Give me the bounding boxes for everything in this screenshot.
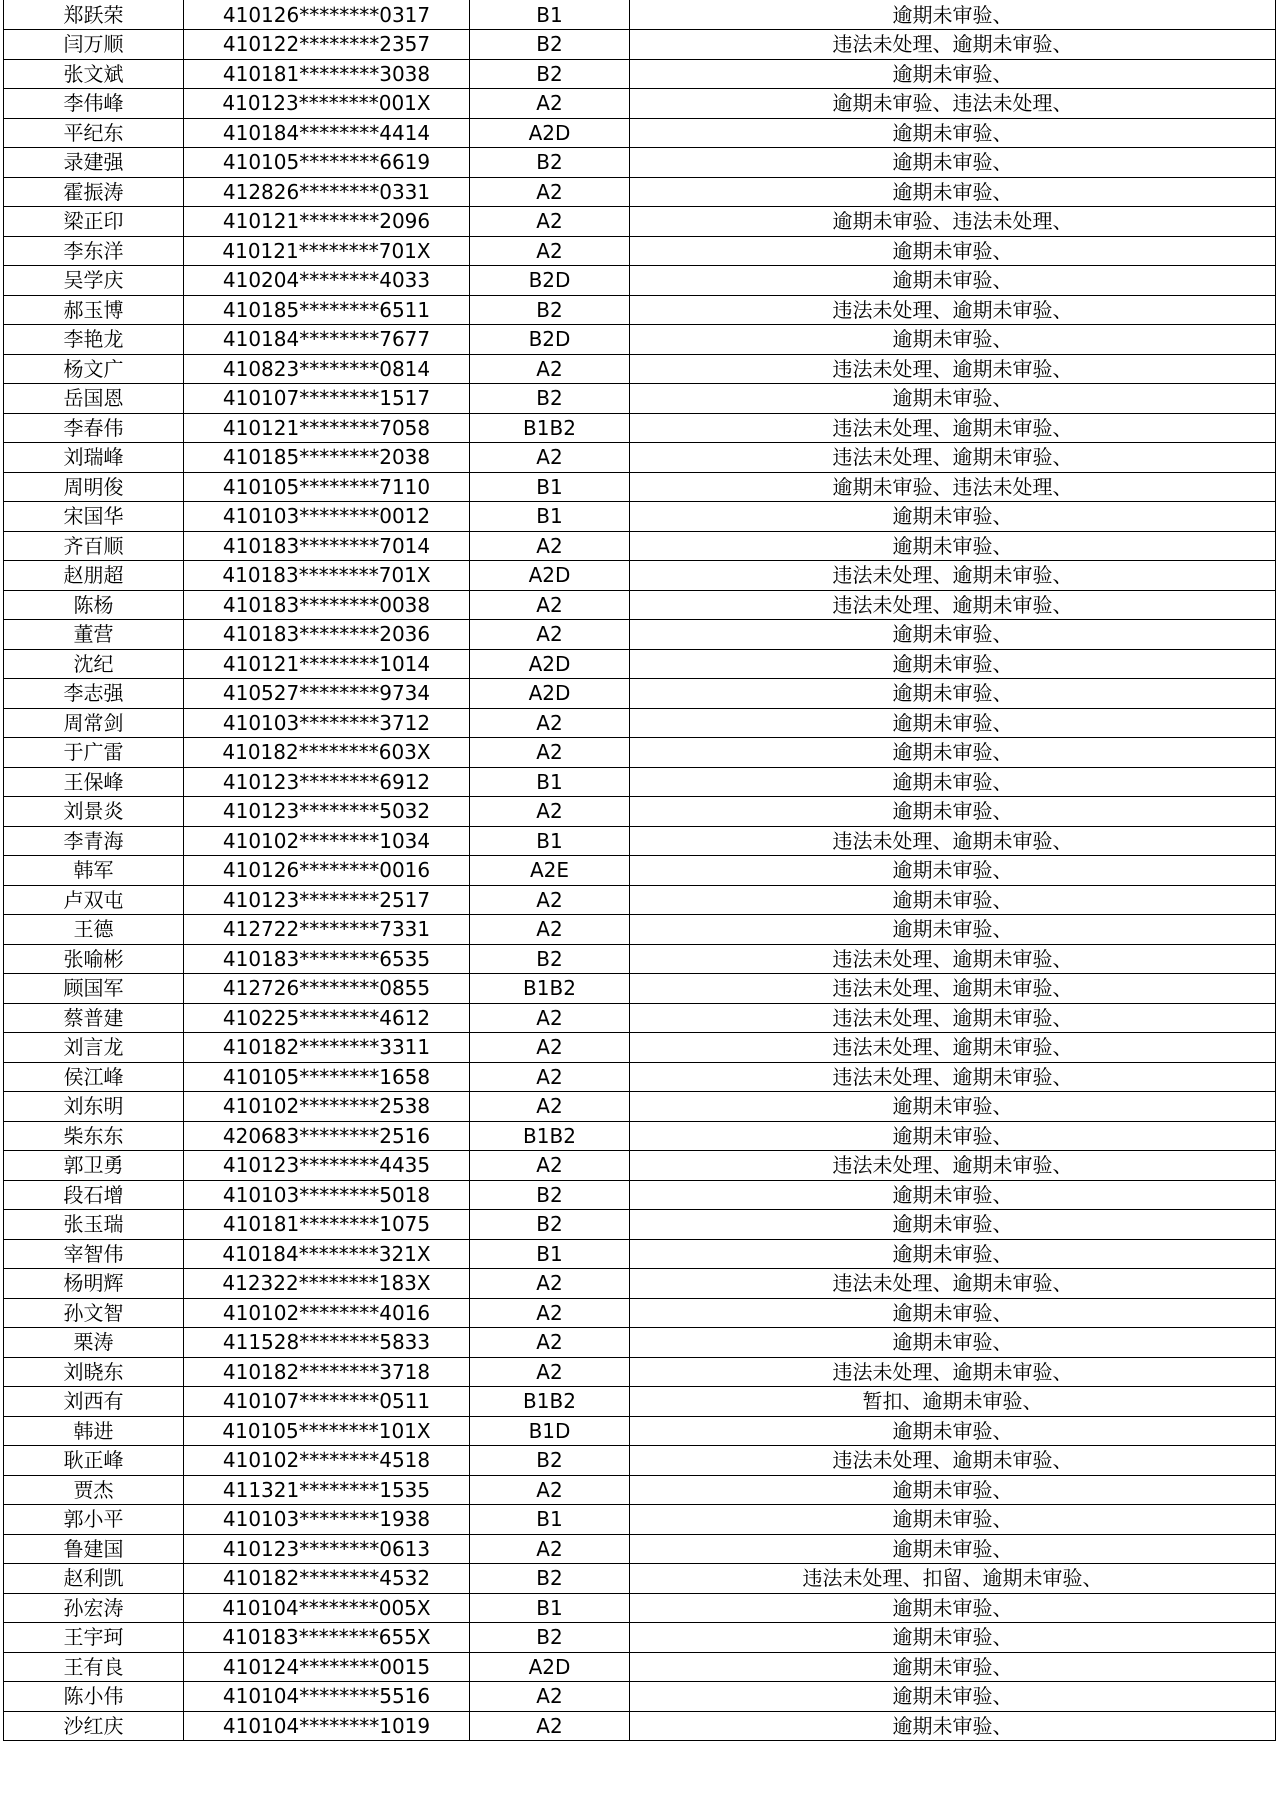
driver-name-cell: 鲁建国 bbox=[4, 1534, 184, 1564]
driver-name-cell: 闫万顺 bbox=[4, 30, 184, 60]
table-row bbox=[4, 944, 1276, 974]
id-number-cell: 410105********101X bbox=[184, 1416, 470, 1446]
id-number-cell: 410123********6912 bbox=[184, 767, 470, 797]
id-number-cell: 410121********1014 bbox=[184, 649, 470, 679]
id-number-cell: 410121********701X bbox=[184, 236, 470, 266]
status-cell: 逾期未审验、 bbox=[630, 1298, 1276, 1328]
table-row bbox=[4, 354, 1276, 384]
license-class-cell: B2 bbox=[470, 1446, 630, 1476]
id-number-cell: 410102********4518 bbox=[184, 1446, 470, 1476]
id-number-cell: 410103********1938 bbox=[184, 1505, 470, 1535]
id-number-cell: 410182********4532 bbox=[184, 1564, 470, 1594]
driver-name-cell: 张玉瑞 bbox=[4, 1210, 184, 1240]
id-number-cell: 410126********0016 bbox=[184, 856, 470, 886]
table-row bbox=[4, 325, 1276, 355]
table-row bbox=[4, 531, 1276, 561]
table-row bbox=[4, 767, 1276, 797]
id-number-cell: 412722********7331 bbox=[184, 915, 470, 945]
license-class-cell: B2 bbox=[470, 1623, 630, 1653]
table-row bbox=[4, 207, 1276, 237]
status-cell: 逾期未审验、 bbox=[630, 885, 1276, 915]
license-class-cell: B1 bbox=[470, 826, 630, 856]
id-number-cell: 410123********5032 bbox=[184, 797, 470, 827]
driver-name-cell: 岳国恩 bbox=[4, 384, 184, 414]
id-number-cell: 410105********1658 bbox=[184, 1062, 470, 1092]
status-cell: 违法未处理、逾期未审验、 bbox=[630, 1357, 1276, 1387]
status-cell: 违法未处理、逾期未审验、 bbox=[630, 561, 1276, 591]
license-class-cell: A2 bbox=[470, 1269, 630, 1299]
license-class-cell: A2 bbox=[470, 708, 630, 738]
table-row bbox=[4, 826, 1276, 856]
table-row bbox=[4, 1180, 1276, 1210]
status-cell: 逾期未审验、 bbox=[630, 236, 1276, 266]
driver-name-cell: 李伟峰 bbox=[4, 89, 184, 119]
driver-name-cell: 孙文智 bbox=[4, 1298, 184, 1328]
table-row bbox=[4, 1357, 1276, 1387]
license-class-cell: B2 bbox=[470, 1564, 630, 1594]
id-number-cell: 410122********2357 bbox=[184, 30, 470, 60]
license-class-cell: B2 bbox=[470, 1210, 630, 1240]
license-class-cell: A2 bbox=[470, 797, 630, 827]
driver-name-cell: 耿正峰 bbox=[4, 1446, 184, 1476]
table-row bbox=[4, 856, 1276, 886]
table-row bbox=[4, 885, 1276, 915]
id-number-cell: 410102********1034 bbox=[184, 826, 470, 856]
table-row bbox=[4, 1652, 1276, 1682]
driver-name-cell: 赵利凯 bbox=[4, 1564, 184, 1594]
driver-name-cell: 陈杨 bbox=[4, 590, 184, 620]
id-number-cell: 420683********2516 bbox=[184, 1121, 470, 1151]
id-number-cell: 410121********7058 bbox=[184, 413, 470, 443]
table-row bbox=[4, 561, 1276, 591]
license-class-cell: A2D bbox=[470, 649, 630, 679]
driver-name-cell: 宰智伟 bbox=[4, 1239, 184, 1269]
driver-name-cell: 周常剑 bbox=[4, 708, 184, 738]
id-number-cell: 410123********001X bbox=[184, 89, 470, 119]
status-cell: 逾期未审验、 bbox=[630, 1092, 1276, 1122]
id-number-cell: 410185********6511 bbox=[184, 295, 470, 325]
driver-name-cell: 贾杰 bbox=[4, 1475, 184, 1505]
status-cell: 逾期未审验、 bbox=[630, 679, 1276, 709]
status-cell: 逾期未审验、违法未处理、 bbox=[630, 89, 1276, 119]
status-cell: 违法未处理、逾期未审验、 bbox=[630, 1003, 1276, 1033]
status-cell: 逾期未审验、 bbox=[630, 266, 1276, 296]
id-number-cell: 410104********1019 bbox=[184, 1711, 470, 1741]
id-number-cell: 410181********1075 bbox=[184, 1210, 470, 1240]
id-number-cell: 410182********3718 bbox=[184, 1357, 470, 1387]
table-row bbox=[4, 797, 1276, 827]
driver-name-cell: 刘言龙 bbox=[4, 1033, 184, 1063]
driver-name-cell: 李志强 bbox=[4, 679, 184, 709]
driver-name-cell: 梁正印 bbox=[4, 207, 184, 237]
license-class-cell: A2 bbox=[470, 620, 630, 650]
table-row bbox=[4, 1151, 1276, 1181]
driver-name-cell: 董营 bbox=[4, 620, 184, 650]
driver-name-cell: 韩进 bbox=[4, 1416, 184, 1446]
table-row bbox=[4, 1564, 1276, 1594]
license-class-cell: B1 bbox=[470, 0, 630, 30]
id-number-cell: 412826********0331 bbox=[184, 177, 470, 207]
table-row bbox=[4, 1446, 1276, 1476]
driver-name-cell: 韩军 bbox=[4, 856, 184, 886]
license-class-cell: A2 bbox=[470, 590, 630, 620]
license-class-cell: B2 bbox=[470, 295, 630, 325]
table-row bbox=[4, 30, 1276, 60]
status-cell: 逾期未审验、 bbox=[630, 531, 1276, 561]
license-class-cell: B2D bbox=[470, 325, 630, 355]
status-cell: 违法未处理、逾期未审验、 bbox=[630, 443, 1276, 473]
driver-name-cell: 平纪东 bbox=[4, 118, 184, 148]
driver-name-cell: 卢双屯 bbox=[4, 885, 184, 915]
id-number-cell: 410103********5018 bbox=[184, 1180, 470, 1210]
id-number-cell: 412726********0855 bbox=[184, 974, 470, 1004]
id-number-cell: 410123********4435 bbox=[184, 1151, 470, 1181]
id-number-cell: 410102********2538 bbox=[184, 1092, 470, 1122]
license-class-cell: A2 bbox=[470, 738, 630, 768]
table-row bbox=[4, 1298, 1276, 1328]
license-class-cell: A2 bbox=[470, 1092, 630, 1122]
table-row bbox=[4, 1416, 1276, 1446]
license-class-cell: B2 bbox=[470, 1180, 630, 1210]
license-class-cell: A2 bbox=[470, 915, 630, 945]
status-cell: 逾期未审验、 bbox=[630, 738, 1276, 768]
driver-name-cell: 王有良 bbox=[4, 1652, 184, 1682]
driver-name-cell: 王宇珂 bbox=[4, 1623, 184, 1653]
status-cell: 逾期未审验、 bbox=[630, 1623, 1276, 1653]
id-number-cell: 410823********0814 bbox=[184, 354, 470, 384]
table-row bbox=[4, 649, 1276, 679]
table-row bbox=[4, 974, 1276, 1004]
status-cell: 逾期未审验、 bbox=[630, 59, 1276, 89]
license-class-cell: A2 bbox=[470, 885, 630, 915]
table-row bbox=[4, 738, 1276, 768]
status-cell: 逾期未审验、 bbox=[630, 1682, 1276, 1712]
driver-name-cell: 李艳龙 bbox=[4, 325, 184, 355]
driver-name-cell: 沈纪 bbox=[4, 649, 184, 679]
status-cell: 违法未处理、逾期未审验、 bbox=[630, 354, 1276, 384]
table-row bbox=[4, 1328, 1276, 1358]
status-cell: 逾期未审验、 bbox=[630, 1328, 1276, 1358]
table-row bbox=[4, 1387, 1276, 1417]
license-class-cell: A2 bbox=[470, 1151, 630, 1181]
driver-name-cell: 沙红庆 bbox=[4, 1711, 184, 1741]
driver-name-cell: 李东洋 bbox=[4, 236, 184, 266]
id-number-cell: 410183********701X bbox=[184, 561, 470, 591]
driver-name-cell: 顾国军 bbox=[4, 974, 184, 1004]
license-class-cell: A2 bbox=[470, 207, 630, 237]
license-class-cell: A2D bbox=[470, 561, 630, 591]
driver-name-cell: 郑跃荣 bbox=[4, 0, 184, 30]
status-cell: 逾期未审验、 bbox=[630, 1210, 1276, 1240]
table-row bbox=[4, 236, 1276, 266]
status-cell: 违法未处理、逾期未审验、 bbox=[630, 974, 1276, 1004]
table-row bbox=[4, 1033, 1276, 1063]
status-cell: 违法未处理、扣留、逾期未审验、 bbox=[630, 1564, 1276, 1594]
id-number-cell: 410121********2096 bbox=[184, 207, 470, 237]
driver-name-cell: 郝玉博 bbox=[4, 295, 184, 325]
status-cell: 违法未处理、逾期未审验、 bbox=[630, 1269, 1276, 1299]
id-number-cell: 410204********4033 bbox=[184, 266, 470, 296]
status-cell: 逾期未审验、 bbox=[630, 767, 1276, 797]
status-cell: 暂扣、逾期未审验、 bbox=[630, 1387, 1276, 1417]
table-row bbox=[4, 59, 1276, 89]
driver-name-cell: 张喻彬 bbox=[4, 944, 184, 974]
driver-name-cell: 蔡普建 bbox=[4, 1003, 184, 1033]
status-cell: 逾期未审验、 bbox=[630, 1652, 1276, 1682]
status-cell: 逾期未审验、 bbox=[630, 620, 1276, 650]
table-row bbox=[4, 590, 1276, 620]
status-cell: 逾期未审验、 bbox=[630, 1121, 1276, 1151]
license-class-cell: B1B2 bbox=[470, 413, 630, 443]
driver-name-cell: 王保峰 bbox=[4, 767, 184, 797]
table-row bbox=[4, 118, 1276, 148]
license-class-cell: A2 bbox=[470, 1328, 630, 1358]
table-row bbox=[4, 177, 1276, 207]
status-cell: 逾期未审验、 bbox=[630, 1239, 1276, 1269]
table-row bbox=[4, 1623, 1276, 1653]
driver-name-cell: 录建强 bbox=[4, 148, 184, 178]
license-class-cell: A2 bbox=[470, 1003, 630, 1033]
driver-name-cell: 刘东明 bbox=[4, 1092, 184, 1122]
license-class-cell: B1 bbox=[470, 1505, 630, 1535]
table-row bbox=[4, 679, 1276, 709]
license-class-cell: A2D bbox=[470, 1652, 630, 1682]
driver-name-cell: 孙宏涛 bbox=[4, 1593, 184, 1623]
status-cell: 逾期未审验、 bbox=[630, 502, 1276, 532]
status-cell: 违法未处理、逾期未审验、 bbox=[630, 30, 1276, 60]
table-row bbox=[4, 1269, 1276, 1299]
table-row bbox=[4, 148, 1276, 178]
id-number-cell: 410124********0015 bbox=[184, 1652, 470, 1682]
status-cell: 逾期未审验、 bbox=[630, 708, 1276, 738]
driver-name-cell: 张文斌 bbox=[4, 59, 184, 89]
table-row bbox=[4, 443, 1276, 473]
id-number-cell: 410104********005X bbox=[184, 1593, 470, 1623]
status-cell: 逾期未审验、 bbox=[630, 649, 1276, 679]
driver-name-cell: 杨文广 bbox=[4, 354, 184, 384]
table-row bbox=[4, 1092, 1276, 1122]
id-number-cell: 410126********0317 bbox=[184, 0, 470, 30]
license-class-cell: B1 bbox=[470, 502, 630, 532]
license-class-cell: A2 bbox=[470, 177, 630, 207]
table-row bbox=[4, 1505, 1276, 1535]
id-number-cell: 410107********0511 bbox=[184, 1387, 470, 1417]
status-cell: 逾期未审验、违法未处理、 bbox=[630, 472, 1276, 502]
license-class-cell: A2 bbox=[470, 1475, 630, 1505]
status-cell: 违法未处理、逾期未审验、 bbox=[630, 413, 1276, 443]
driver-name-cell: 霍振涛 bbox=[4, 177, 184, 207]
table-row bbox=[4, 1534, 1276, 1564]
status-cell: 违法未处理、逾期未审验、 bbox=[630, 826, 1276, 856]
table-row bbox=[4, 502, 1276, 532]
status-cell: 逾期未审验、 bbox=[630, 1711, 1276, 1741]
license-class-cell: A2 bbox=[470, 1357, 630, 1387]
table-row bbox=[4, 620, 1276, 650]
license-class-cell: B1 bbox=[470, 472, 630, 502]
driver-name-cell: 李青海 bbox=[4, 826, 184, 856]
driver-name-cell: 刘晓东 bbox=[4, 1357, 184, 1387]
table-body bbox=[4, 0, 1276, 1741]
license-class-cell: B2 bbox=[470, 944, 630, 974]
driver-name-cell: 齐百顺 bbox=[4, 531, 184, 561]
driver-name-cell: 侯江峰 bbox=[4, 1062, 184, 1092]
status-cell: 违法未处理、逾期未审验、 bbox=[630, 1033, 1276, 1063]
driver-name-cell: 宋国华 bbox=[4, 502, 184, 532]
license-class-cell: B2 bbox=[470, 148, 630, 178]
table-row bbox=[4, 915, 1276, 945]
status-cell: 逾期未审验、 bbox=[630, 1416, 1276, 1446]
driver-name-cell: 李春伟 bbox=[4, 413, 184, 443]
table-row bbox=[4, 1121, 1276, 1151]
id-number-cell: 410184********4414 bbox=[184, 118, 470, 148]
id-number-cell: 412322********183X bbox=[184, 1269, 470, 1299]
table-row bbox=[4, 1475, 1276, 1505]
id-number-cell: 410107********1517 bbox=[184, 384, 470, 414]
driver-name-cell: 杨明辉 bbox=[4, 1269, 184, 1299]
table-row bbox=[4, 1210, 1276, 1240]
table-row bbox=[4, 1593, 1276, 1623]
id-number-cell: 410184********7677 bbox=[184, 325, 470, 355]
id-number-cell: 410183********655X bbox=[184, 1623, 470, 1653]
id-number-cell: 410182********3311 bbox=[184, 1033, 470, 1063]
id-number-cell: 410105********6619 bbox=[184, 148, 470, 178]
table-row bbox=[4, 1239, 1276, 1269]
status-cell: 逾期未审验、 bbox=[630, 0, 1276, 30]
driver-name-cell: 赵朋超 bbox=[4, 561, 184, 591]
license-class-cell: B1B2 bbox=[470, 1387, 630, 1417]
id-number-cell: 411321********1535 bbox=[184, 1475, 470, 1505]
status-cell: 逾期未审验、 bbox=[630, 1505, 1276, 1535]
license-class-cell: B1 bbox=[470, 1593, 630, 1623]
license-class-cell: A2 bbox=[470, 89, 630, 119]
license-class-cell: A2 bbox=[470, 1711, 630, 1741]
driver-name-cell: 吴学庆 bbox=[4, 266, 184, 296]
driver-name-cell: 郭小平 bbox=[4, 1505, 184, 1535]
table-row bbox=[4, 1062, 1276, 1092]
license-class-cell: A2 bbox=[470, 354, 630, 384]
id-number-cell: 410123********2517 bbox=[184, 885, 470, 915]
status-cell: 逾期未审验、 bbox=[630, 177, 1276, 207]
status-cell: 逾期未审验、 bbox=[630, 1534, 1276, 1564]
table-row bbox=[4, 1682, 1276, 1712]
license-class-cell: A2E bbox=[470, 856, 630, 886]
license-class-cell: B2D bbox=[470, 266, 630, 296]
status-cell: 逾期未审验、 bbox=[630, 148, 1276, 178]
license-class-cell: A2 bbox=[470, 531, 630, 561]
table-row bbox=[4, 89, 1276, 119]
driver-name-cell: 栗涛 bbox=[4, 1328, 184, 1358]
driver-name-cell: 刘西有 bbox=[4, 1387, 184, 1417]
table-row bbox=[4, 266, 1276, 296]
driver-name-cell: 刘瑞峰 bbox=[4, 443, 184, 473]
id-number-cell: 410182********603X bbox=[184, 738, 470, 768]
id-number-cell: 410225********4612 bbox=[184, 1003, 470, 1033]
table-row bbox=[4, 1711, 1276, 1741]
id-number-cell: 410183********0038 bbox=[184, 590, 470, 620]
status-cell: 违法未处理、逾期未审验、 bbox=[630, 1151, 1276, 1181]
driver-record-table bbox=[3, 0, 1276, 1741]
status-cell: 违法未处理、逾期未审验、 bbox=[630, 1446, 1276, 1476]
license-class-cell: A2 bbox=[470, 1033, 630, 1063]
status-cell: 逾期未审验、 bbox=[630, 856, 1276, 886]
table-row bbox=[4, 295, 1276, 325]
driver-name-cell: 陈小伟 bbox=[4, 1682, 184, 1712]
id-number-cell: 410183********6535 bbox=[184, 944, 470, 974]
id-number-cell: 410185********2038 bbox=[184, 443, 470, 473]
driver-name-cell: 于广雷 bbox=[4, 738, 184, 768]
license-class-cell: A2 bbox=[470, 1298, 630, 1328]
driver-name-cell: 郭卫勇 bbox=[4, 1151, 184, 1181]
id-number-cell: 410123********0613 bbox=[184, 1534, 470, 1564]
id-number-cell: 410181********3038 bbox=[184, 59, 470, 89]
id-number-cell: 410103********3712 bbox=[184, 708, 470, 738]
license-class-cell: A2 bbox=[470, 1534, 630, 1564]
table-row bbox=[4, 472, 1276, 502]
table-row bbox=[4, 708, 1276, 738]
license-class-cell: B1B2 bbox=[470, 1121, 630, 1151]
status-cell: 违法未处理、逾期未审验、 bbox=[630, 590, 1276, 620]
table-row bbox=[4, 1003, 1276, 1033]
driver-name-cell: 段石增 bbox=[4, 1180, 184, 1210]
id-number-cell: 410102********4016 bbox=[184, 1298, 470, 1328]
license-class-cell: A2 bbox=[470, 1682, 630, 1712]
id-number-cell: 410104********5516 bbox=[184, 1682, 470, 1712]
status-cell: 违法未处理、逾期未审验、 bbox=[630, 1062, 1276, 1092]
id-number-cell: 410103********0012 bbox=[184, 502, 470, 532]
status-cell: 逾期未审验、 bbox=[630, 1180, 1276, 1210]
license-class-cell: B1D bbox=[470, 1416, 630, 1446]
id-number-cell: 410183********2036 bbox=[184, 620, 470, 650]
license-class-cell: B2 bbox=[470, 384, 630, 414]
status-cell: 逾期未审验、 bbox=[630, 797, 1276, 827]
driver-name-cell: 王德 bbox=[4, 915, 184, 945]
license-class-cell: B2 bbox=[470, 59, 630, 89]
license-class-cell: A2 bbox=[470, 236, 630, 266]
status-cell: 逾期未审验、 bbox=[630, 325, 1276, 355]
status-cell: 逾期未审验、违法未处理、 bbox=[630, 207, 1276, 237]
driver-name-cell: 刘景炎 bbox=[4, 797, 184, 827]
license-class-cell: A2D bbox=[470, 118, 630, 148]
license-class-cell: B1 bbox=[470, 1239, 630, 1269]
license-class-cell: B2 bbox=[470, 30, 630, 60]
status-cell: 逾期未审验、 bbox=[630, 1475, 1276, 1505]
driver-name-cell: 周明俊 bbox=[4, 472, 184, 502]
license-class-cell: A2D bbox=[470, 679, 630, 709]
license-class-cell: B1B2 bbox=[470, 974, 630, 1004]
id-number-cell: 411528********5833 bbox=[184, 1328, 470, 1358]
driver-name-cell: 柴东东 bbox=[4, 1121, 184, 1151]
status-cell: 逾期未审验、 bbox=[630, 384, 1276, 414]
status-cell: 逾期未审验、 bbox=[630, 118, 1276, 148]
status-cell: 违法未处理、逾期未审验、 bbox=[630, 295, 1276, 325]
id-number-cell: 410105********7110 bbox=[184, 472, 470, 502]
table-row bbox=[4, 413, 1276, 443]
table-row bbox=[4, 0, 1276, 30]
id-number-cell: 410527********9734 bbox=[184, 679, 470, 709]
id-number-cell: 410184********321X bbox=[184, 1239, 470, 1269]
status-cell: 违法未处理、逾期未审验、 bbox=[630, 944, 1276, 974]
license-class-cell: B1 bbox=[470, 767, 630, 797]
status-cell: 逾期未审验、 bbox=[630, 915, 1276, 945]
license-class-cell: A2 bbox=[470, 1062, 630, 1092]
license-class-cell: A2 bbox=[470, 443, 630, 473]
status-cell: 逾期未审验、 bbox=[630, 1593, 1276, 1623]
table-row bbox=[4, 384, 1276, 414]
id-number-cell: 410183********7014 bbox=[184, 531, 470, 561]
